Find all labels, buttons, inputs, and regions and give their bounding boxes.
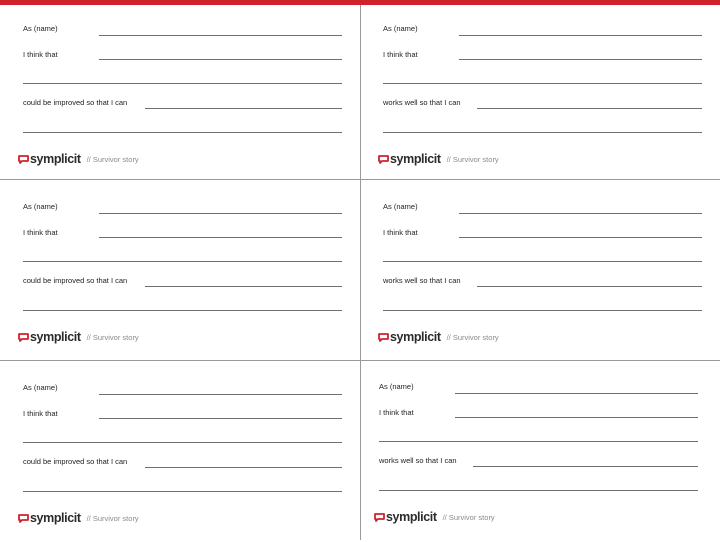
brand-tagline: // Survivor story [446,154,499,164]
story-card [0,183,360,361]
think-label: I think that [23,228,58,237]
symplicit-logo-icon [374,513,385,522]
brand-tagline: // Survivor story [446,332,499,342]
brand-tagline: // Survivor story [86,332,139,342]
outcome-continuation-line[interactable] [23,491,342,492]
think-continuation-line[interactable] [23,261,342,262]
name-field-line[interactable] [455,393,698,394]
think-continuation-line[interactable] [23,83,342,84]
think-continuation-line[interactable] [383,261,702,262]
think-label: I think that [23,409,58,418]
card-footer [378,329,499,345]
think-label: I think that [379,408,414,417]
outcome-continuation-line[interactable] [383,132,702,133]
outcome-field-line[interactable] [145,467,342,468]
outcome-field-line[interactable] [145,286,342,287]
think-field-line[interactable] [459,59,702,60]
story-card [360,5,720,183]
role-label: As (name) [383,202,418,211]
outcome-label: could be improved so that I can [23,457,128,466]
brand-name: symplicit [30,511,81,525]
think-continuation-line[interactable] [23,442,342,443]
story-card [0,364,360,542]
name-field-line[interactable] [99,394,342,395]
role-label: As (name) [23,24,58,33]
story-card [356,363,716,541]
think-continuation-line[interactable] [379,441,698,442]
outcome-field-line[interactable] [473,466,698,467]
card-footer [18,329,139,345]
symplicit-logo-icon [378,333,389,342]
brand-name: symplicit [386,510,437,524]
card-footer [378,151,499,167]
symplicit-logo-icon [18,333,29,342]
think-label: I think that [383,228,418,237]
role-label: As (name) [383,24,418,33]
brand-name: symplicit [390,330,441,344]
brand-name: symplicit [390,152,441,166]
outcome-label: works well so that I can [379,456,457,465]
outcome-field-line[interactable] [477,108,702,109]
story-card [360,183,720,361]
card-footer [374,509,495,525]
outcome-continuation-line[interactable] [379,490,698,491]
think-field-line[interactable] [459,237,702,238]
brand-tagline: // Survivor story [86,154,139,164]
outcome-label: could be improved so that I can [23,98,128,107]
role-label: As (name) [23,383,58,392]
symplicit-logo-icon [18,514,29,523]
outcome-field-line[interactable] [145,108,342,109]
symplicit-logo-icon [378,155,389,164]
card-footer [18,151,139,167]
outcome-field-line[interactable] [477,286,702,287]
brand-tagline: // Survivor story [86,513,139,523]
outcome-continuation-line[interactable] [23,310,342,311]
role-label: As (name) [23,202,58,211]
symplicit-logo-icon [18,155,29,164]
name-field-line[interactable] [99,213,342,214]
outcome-label: works well so that I can [383,98,461,107]
outcome-label: could be improved so that I can [23,276,128,285]
name-field-line[interactable] [459,35,702,36]
outcome-continuation-line[interactable] [23,132,342,133]
brand-name: symplicit [30,330,81,344]
story-card [0,5,360,183]
card-footer [18,510,139,526]
outcome-continuation-line[interactable] [383,310,702,311]
think-label: I think that [23,50,58,59]
think-field-line[interactable] [99,59,342,60]
think-field-line[interactable] [99,237,342,238]
name-field-line[interactable] [459,213,702,214]
outcome-label: works well so that I can [383,276,461,285]
brand-name: symplicit [30,152,81,166]
name-field-line[interactable] [99,35,342,36]
think-field-line[interactable] [99,418,342,419]
brand-tagline: // Survivor story [442,512,495,522]
think-continuation-line[interactable] [383,83,702,84]
role-label: As (name) [379,382,414,391]
think-label: I think that [383,50,418,59]
think-field-line[interactable] [455,417,698,418]
